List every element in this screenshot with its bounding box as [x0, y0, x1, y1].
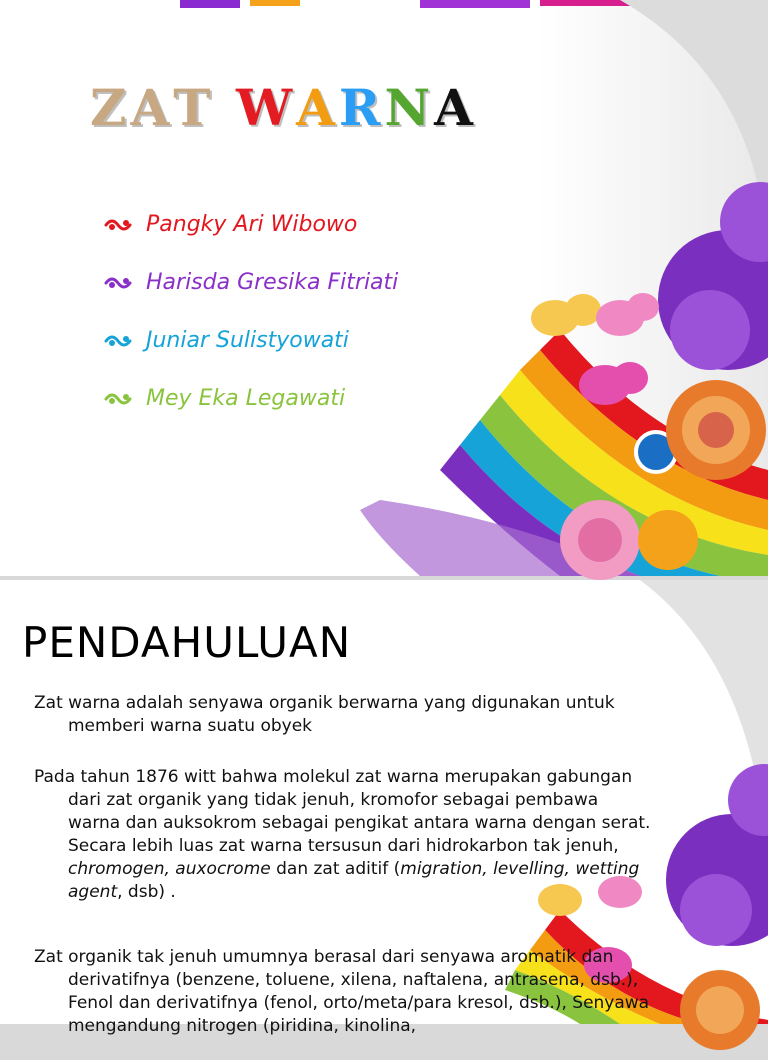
title-letter: R	[338, 78, 385, 137]
author-list	[104, 196, 398, 428]
title-letter: A	[296, 78, 339, 137]
italic-text: migration, levelling, wetting agent	[68, 859, 640, 902]
paragraph: Zat warna adalah senyawa organik berwarna yang digunakan untuk memberi warna suatu obyek	[34, 693, 615, 736]
swirl-bullet-icon	[104, 389, 134, 409]
paragraph: Zat organik tak jenuh umumnya berasal dari senyawa aromatik dan derivatifnya (benzene, toluene, xilena, naftalena, antrasena, dsb.), Fenol dan derivatifnya (fenol, orto/meta/para kresol, dsb.), Senyawa mengandung nitrogen (piridina, kinolina,	[34, 947, 650, 1036]
swirl-bullet-icon	[104, 273, 134, 293]
title-letter: T	[173, 78, 215, 137]
title-letter	[215, 78, 236, 137]
title-letter: N	[384, 78, 435, 137]
slide-body	[34, 692, 654, 1060]
slide-title	[90, 78, 477, 137]
title-letter: A	[434, 78, 477, 137]
author-item	[104, 312, 398, 370]
title-letter: W	[235, 78, 297, 137]
author-name: Harisda Gresika Fitriati	[146, 270, 399, 295]
author-item	[104, 254, 398, 312]
paragraph	[34, 766, 654, 904]
title-letter: Z	[90, 78, 131, 137]
author-name: Juniar Sulistyowati	[146, 328, 349, 353]
italic-text: chromogen, auxocrome	[68, 859, 271, 879]
text-run: , dsb) .	[117, 882, 176, 902]
author-item	[104, 196, 398, 254]
swirl-bullet-icon	[104, 215, 134, 235]
intro-slide	[0, 580, 768, 1036]
slide-title: PENDAHULUAN	[22, 618, 352, 667]
text-run: Pada tahun 1876 witt bahwa molekul zat warna merupakan gabungan dari zat organik yang tidak jenuh, kromofor sebagai pembawa warna dan auksokrom sebagai pengikat antara warna dengan serat. Secara lebih luas zat warna tersusun dari hidrokarbon tak jenuh,	[34, 767, 651, 856]
swirl-bullet-icon	[104, 331, 134, 351]
author-name: Mey Eka Legawati	[146, 386, 346, 411]
author-name: Pangky Ari Wibowo	[146, 212, 358, 237]
text-run: dan zat aditif (	[270, 859, 401, 879]
author-item	[104, 370, 398, 428]
title-letter: A	[130, 78, 174, 137]
